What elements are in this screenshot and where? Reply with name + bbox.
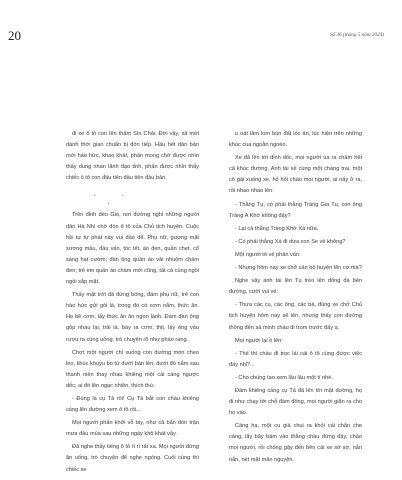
paragraph: Một người tò vẻ phản vấn:: [235, 251, 301, 258]
paragraph: đi xe ô tô con lên thăm Sìn Chải. Đời vậy, xã mới dành thời gian chuẩn bị đón tiếp. Hầu hết dân bản mới hào hức, khao khát, phấn mong chờ được nhìn thấy dung nhan lãnh đạo tỉnh, phấn được nhìn thấy chiếc ô tô con đầu tiên đầu tiên đầu bản.: [66, 131, 199, 182]
page-number: 20: [8, 28, 21, 43]
paragraph: - Cho chúng tao xem lâu lâu một tí nhé.: [235, 374, 333, 381]
paragraph: Cáng hạ, một cụ già chui ra khỏi cái chăn che cáng, lẩy bẩy bám vào thằng cháu đứng dậy, chào mọi người, rồi chống gậy đến bên cái xe sờ sờ, nắn nắn, nét mặt mãn nguyện.: [229, 423, 362, 463]
separator-star: *: [108, 201, 110, 207]
paragraph: - Đúng là cụ Tả rồi! Cụ Tả bắt con cháu khiêng cáng lên đường xem ô tô rồi...: [66, 395, 199, 414]
paragraph: Đã nghe thấy tiếng ô tô rì rì rất xa. Mọi người đứng ăn uống, trò chuyện để nghe ngóng. Cuối cùng thì chiếc xe: [66, 444, 199, 473]
paragraph: Mọi người phấn khởi vỗ tay, như cả bản đón trận mưa đầu mùa sau những ngày khô khát vậy.: [66, 420, 199, 438]
right-column: [229, 129, 362, 468]
separator-star: *: [94, 193, 96, 199]
section-separator: [66, 186, 199, 210]
separator-star: *: [122, 193, 124, 199]
paragraph: Thấy mặt trời đã đứng bóng, đám phụ nữ, trẻ con hào hức gửi gói lá, trong đó có cơm nắm, thức ăn. Họ bẻ cơm, lấy thức ăn ăn ngon lành. Đám đàn ông gộp nhau lại, trải lá, bày ra cơm, thịt, lấy ống vầu rượu ra cùng uống, trò chuyện rổ như pháo rang.: [66, 292, 199, 343]
left-column: [66, 129, 199, 478]
issue-label: Số 36 (tháng 5 năm 2024): [329, 32, 384, 38]
paragraph: - Có phải thằng Xá đi dưa con Se về không?: [235, 238, 346, 245]
paragraph: - Thưa các cụ, các ông, các bà, đúng xe chở Chủ tịch huyện hôm nay sẽ lên, nhưng thấy con đường thông đến sà minh cháu đi trọm trước đấy ạ.: [229, 302, 362, 331]
paragraph: Mọi người lại ồ lên:: [235, 337, 283, 344]
paragraph: Chợt một người chỉ xuống con đường mòn cheo leo, khúc khuỷu bo từ dưới bản lên, dưới đó nắm sau thanh niên thay nhau khiêng một cái cáng ngược dốc, ai đó lên ngạc nhiên, thích thú:: [66, 349, 199, 389]
paragraph: u oát lâm lom bùn đất lóc ấn, lúc hiện trên những khúc cua ngoằn ngoèo.: [229, 131, 362, 149]
paragraph: Trên đỉnh đèo Gió, nơi đường nghỉ những người dân Hà Nhì chờ đón ô tô của Chủ tịch huyện. Cuộc hồi tự tự phát này vui đáo để. Phụ nữ, gương mặt sương màu, đầu vấn, tóc tết, áo đen, quần chẹt, cổ sáng hạt cườm; đàn ông quần áo vải nhuộm chàm đen; trẻ em quần áo chàm mới cũng, tất cả cùng ngồi ngồi sắp mặt.: [66, 212, 199, 286]
paragraph: - Nhưng hôm nay xe chở cán bộ huyện lên cơ mà?: [235, 265, 362, 272]
paragraph: - Thế thì cháu đi trọc lái cái ô tô cùng được việc đấy nhỉ?...: [229, 350, 362, 368]
paragraph: Nghe vậy anh tài lên Tụ trèo lên đống đá bên đường, cười vui vẻ:: [229, 278, 362, 296]
paragraph: - Lại cả thằng Tràng Khờ Xá nữa.: [235, 225, 319, 232]
paragraph: Đám khiêng cáng cụ Tả đã lên tới mặt đường, họ đi như chạy tới chỗ đám đông, mọi người giãn ra cho họ vào.: [229, 387, 362, 417]
paragraph: Xe đã lên tới đỉnh dốc, mọi người ùa ra chăm hết cả khúc đường. Anh tài xế cùng một chàng trai, một cô gái xuống xe, hỏ hỏi chào mọi người, ai nấy ở ra, rồi nhao nhao lên:: [229, 155, 362, 195]
paragraph: - Thằng Tụ, có phải thằng Tràng Gia Tụ, con ông Tràng A Khờ không đấy?: [229, 201, 362, 219]
